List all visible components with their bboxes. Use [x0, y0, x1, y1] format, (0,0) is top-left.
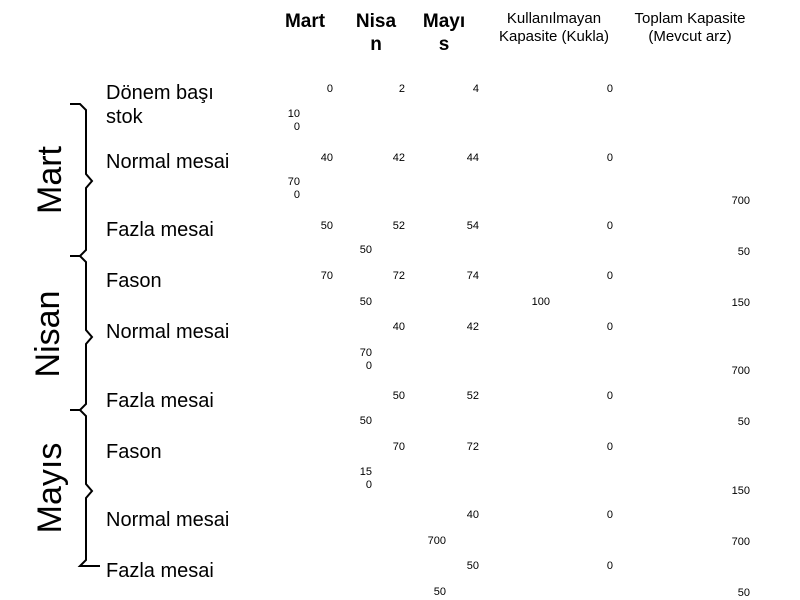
group-label-nisan: Nisan [29, 290, 67, 378]
total-capacity-cell: 50 [737, 416, 750, 428]
cost-cell: 52 [392, 220, 405, 232]
cost-cell: 4 [472, 83, 479, 95]
cost-cell: 72 [392, 270, 405, 282]
header-mart: Mart [284, 11, 326, 32]
allocation-cell: 50 [359, 244, 372, 256]
cost-cell: 0 [606, 390, 613, 402]
cost-cell: 74 [466, 270, 479, 282]
cost-cell: 42 [392, 152, 405, 164]
group-label-mayis: Mayıs [31, 442, 69, 534]
header-nisan: Nisa n [355, 11, 397, 55]
row-label-nisan-fazla-mesai: Fazla mesai [106, 390, 214, 412]
row-label-mayis-normal-mesai: Normal mesai [106, 509, 230, 531]
cost-cell: 0 [326, 83, 333, 95]
allocation-cell: 50 [433, 586, 446, 598]
row-label-mart-fazla-mesai: Fazla mesai [106, 219, 214, 241]
row-label-mayis-fazla-mesai: Fazla mesai [106, 560, 214, 582]
row-label-nisan-normal-mesai: Normal mesai [106, 321, 230, 343]
cost-cell: 0 [606, 152, 613, 164]
row-label-donem-basi-stok: Dönem başı stok [106, 82, 214, 128]
total-capacity-cell: 700 [731, 536, 750, 548]
cost-cell: 0 [606, 83, 613, 95]
total-capacity-cell: 700 [731, 365, 750, 377]
cost-cell: 50 [320, 220, 333, 232]
total-capacity-cell: 150 [731, 485, 750, 497]
total-capacity-cell: 150 [731, 297, 750, 309]
cost-cell: 0 [606, 560, 613, 572]
allocation-cell: 10 0 [287, 108, 300, 133]
total-capacity-cell: 50 [737, 587, 750, 599]
cost-cell: 54 [466, 220, 479, 232]
total-capacity-cell: 700 [731, 195, 750, 207]
allocation-cell: 70 0 [287, 176, 300, 201]
cost-cell: 40 [392, 321, 405, 333]
cost-cell: 0 [606, 509, 613, 521]
row-label-nisan-fason: Fason [106, 441, 162, 463]
allocation-cell: 70 0 [359, 347, 372, 372]
cost-cell: 44 [466, 152, 479, 164]
allocation-cell: 50 [359, 296, 372, 308]
cost-cell: 70 [392, 441, 405, 453]
cost-cell: 40 [320, 152, 333, 164]
header-mayis: Mayı s [422, 11, 466, 55]
allocation-cell: 50 [359, 415, 372, 427]
header-kullanilmayan-kapasite: Kullanılmayan Kapasite (Kukla) [498, 10, 610, 45]
allocation-cell: 15 0 [359, 466, 372, 491]
cost-cell: 0 [606, 270, 613, 282]
cost-cell: 2 [398, 83, 405, 95]
cost-cell: 70 [320, 270, 333, 282]
cost-cell: 72 [466, 441, 479, 453]
cost-cell: 50 [466, 560, 479, 572]
cost-cell: 0 [606, 220, 613, 232]
cost-cell: 52 [466, 390, 479, 402]
row-label-mart-normal-mesai: Normal mesai [106, 151, 230, 173]
cost-cell: 40 [466, 509, 479, 521]
cost-cell: 0 [606, 321, 613, 333]
cost-cell: 50 [392, 390, 405, 402]
cost-cell: 42 [466, 321, 479, 333]
row-label-mart-fason: Fason [106, 270, 162, 292]
cost-cell: 0 [606, 441, 613, 453]
header-toplam-kapasite: Toplam Kapasite (Mevcut arz) [634, 10, 746, 45]
allocation-cell: 700 [427, 535, 446, 547]
allocation-cell: 100 [531, 296, 550, 308]
total-capacity-cell: 50 [737, 246, 750, 258]
group-label-mart: Mart [31, 146, 69, 214]
